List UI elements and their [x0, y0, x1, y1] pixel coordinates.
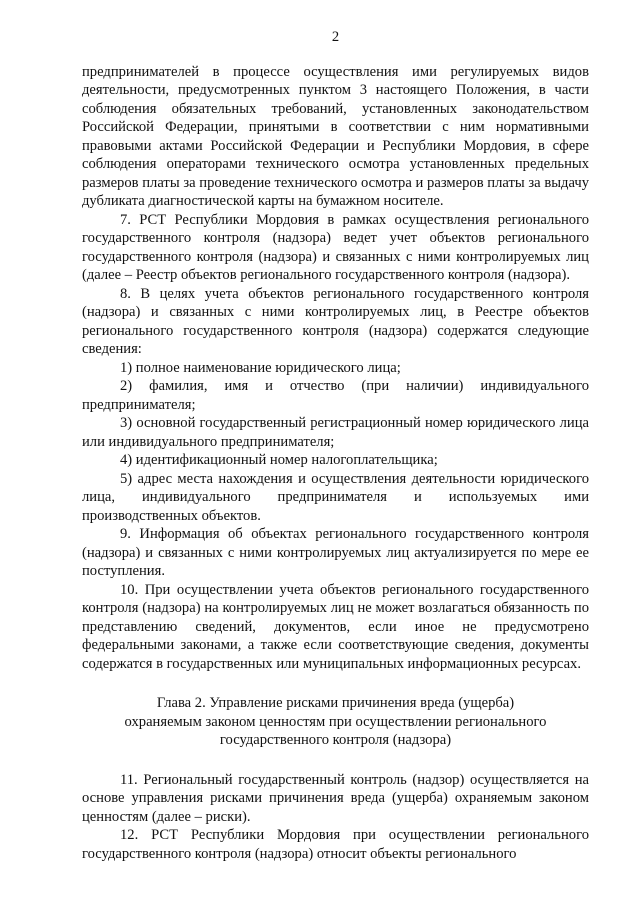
list-item-4: 4) идентификационный номер налогоплательщика; — [120, 452, 438, 468]
list-item-5: 5) адрес места нахождения и осуществления деятельности юридического лица, индивидуального предпринимателя и используемых ими производственных объектов. — [82, 470, 589, 524]
chapter-heading — [82, 694, 589, 750]
page-number: 2 — [331, 29, 340, 45]
chapter-heading-line-2: охраняемым законом ценностям при осуществлении регионального — [124, 713, 547, 730]
paragraph-8: 8. В целях учета объектов регионального государственного контроля (надзора) и связанных с ними контролируемых лиц, в Реестре объектов регионального государственного контроля (надзора) содержатся следующие сведения: — [82, 285, 589, 357]
chapter-heading-line-1: Глава 2. Управление рисками причинения вреда (ущерба) — [156, 695, 515, 711]
document-page — [82, 28, 589, 863]
paragraph-7: 7. РСТ Республики Мордовия в рамках осуществления регионального государственного контроля (надзора) ведет учет объектов регионального государственного контроля (надзора) и связанных с ними контролируемых лиц (далее – Реестр объектов регионального государственного контроля (надзора). — [82, 211, 589, 283]
paragraph-12: 12. РСТ Республики Мордовия при осуществлении регионального государственного контроля (надзора) относит объекты регионального — [82, 827, 589, 862]
list-item-1: 1) полное наименование юридического лица; — [120, 359, 401, 376]
paragraph-10: 10. При осуществлении учета объектов регионального государственного контроля (надзора) на контролируемых лиц не может возлагаться обязанность по представлению сведений, документов, если иное не предусмотрено федеральными законами, а также если соответствующие сведения, документы содержатся в государственных или муниципальных информационных ресурсах. — [82, 581, 589, 672]
paragraph-9: 9. Информация об объектах регионального государственного контроля (надзора) и связанных с ними контролируемых лиц актуализируется по мере ее поступления. — [82, 526, 589, 579]
chapter-heading-line-3: государственного контроля (надзора) — [219, 732, 452, 748]
list-item-2: 2) фамилия, имя и отчество (при наличии) индивидуального предпринимателя; — [82, 378, 589, 413]
paragraph-11: 11. Региональный государственный контроль (надзор) осуществляется на основе управления рисками причинения вреда (ущерба) охраняемым законом ценностям (далее – риски). — [82, 771, 589, 825]
list-item-3: 3) основной государственный регистрационный номер юридического лица или индивидуального предпринимателя; — [82, 415, 589, 450]
paragraph-continuation: предпринимателей в процессе осуществления ими регулируемых видов деятельности, предусмотренных пунктом 3 настоящего Положения, в части соблюдения обязательных требований, установленных законодательством Российской Федерации, принятыми в соответствии с ним нормативными правовыми актами Российской Федерации и Республики Мордовия, в сфере соблюдения операторами технического осмотра установленных предельных размеров платы за проведение технического осмотра и размеров платы за выдачу дубликата диагностической карты на бумажном носителе. — [82, 63, 589, 209]
